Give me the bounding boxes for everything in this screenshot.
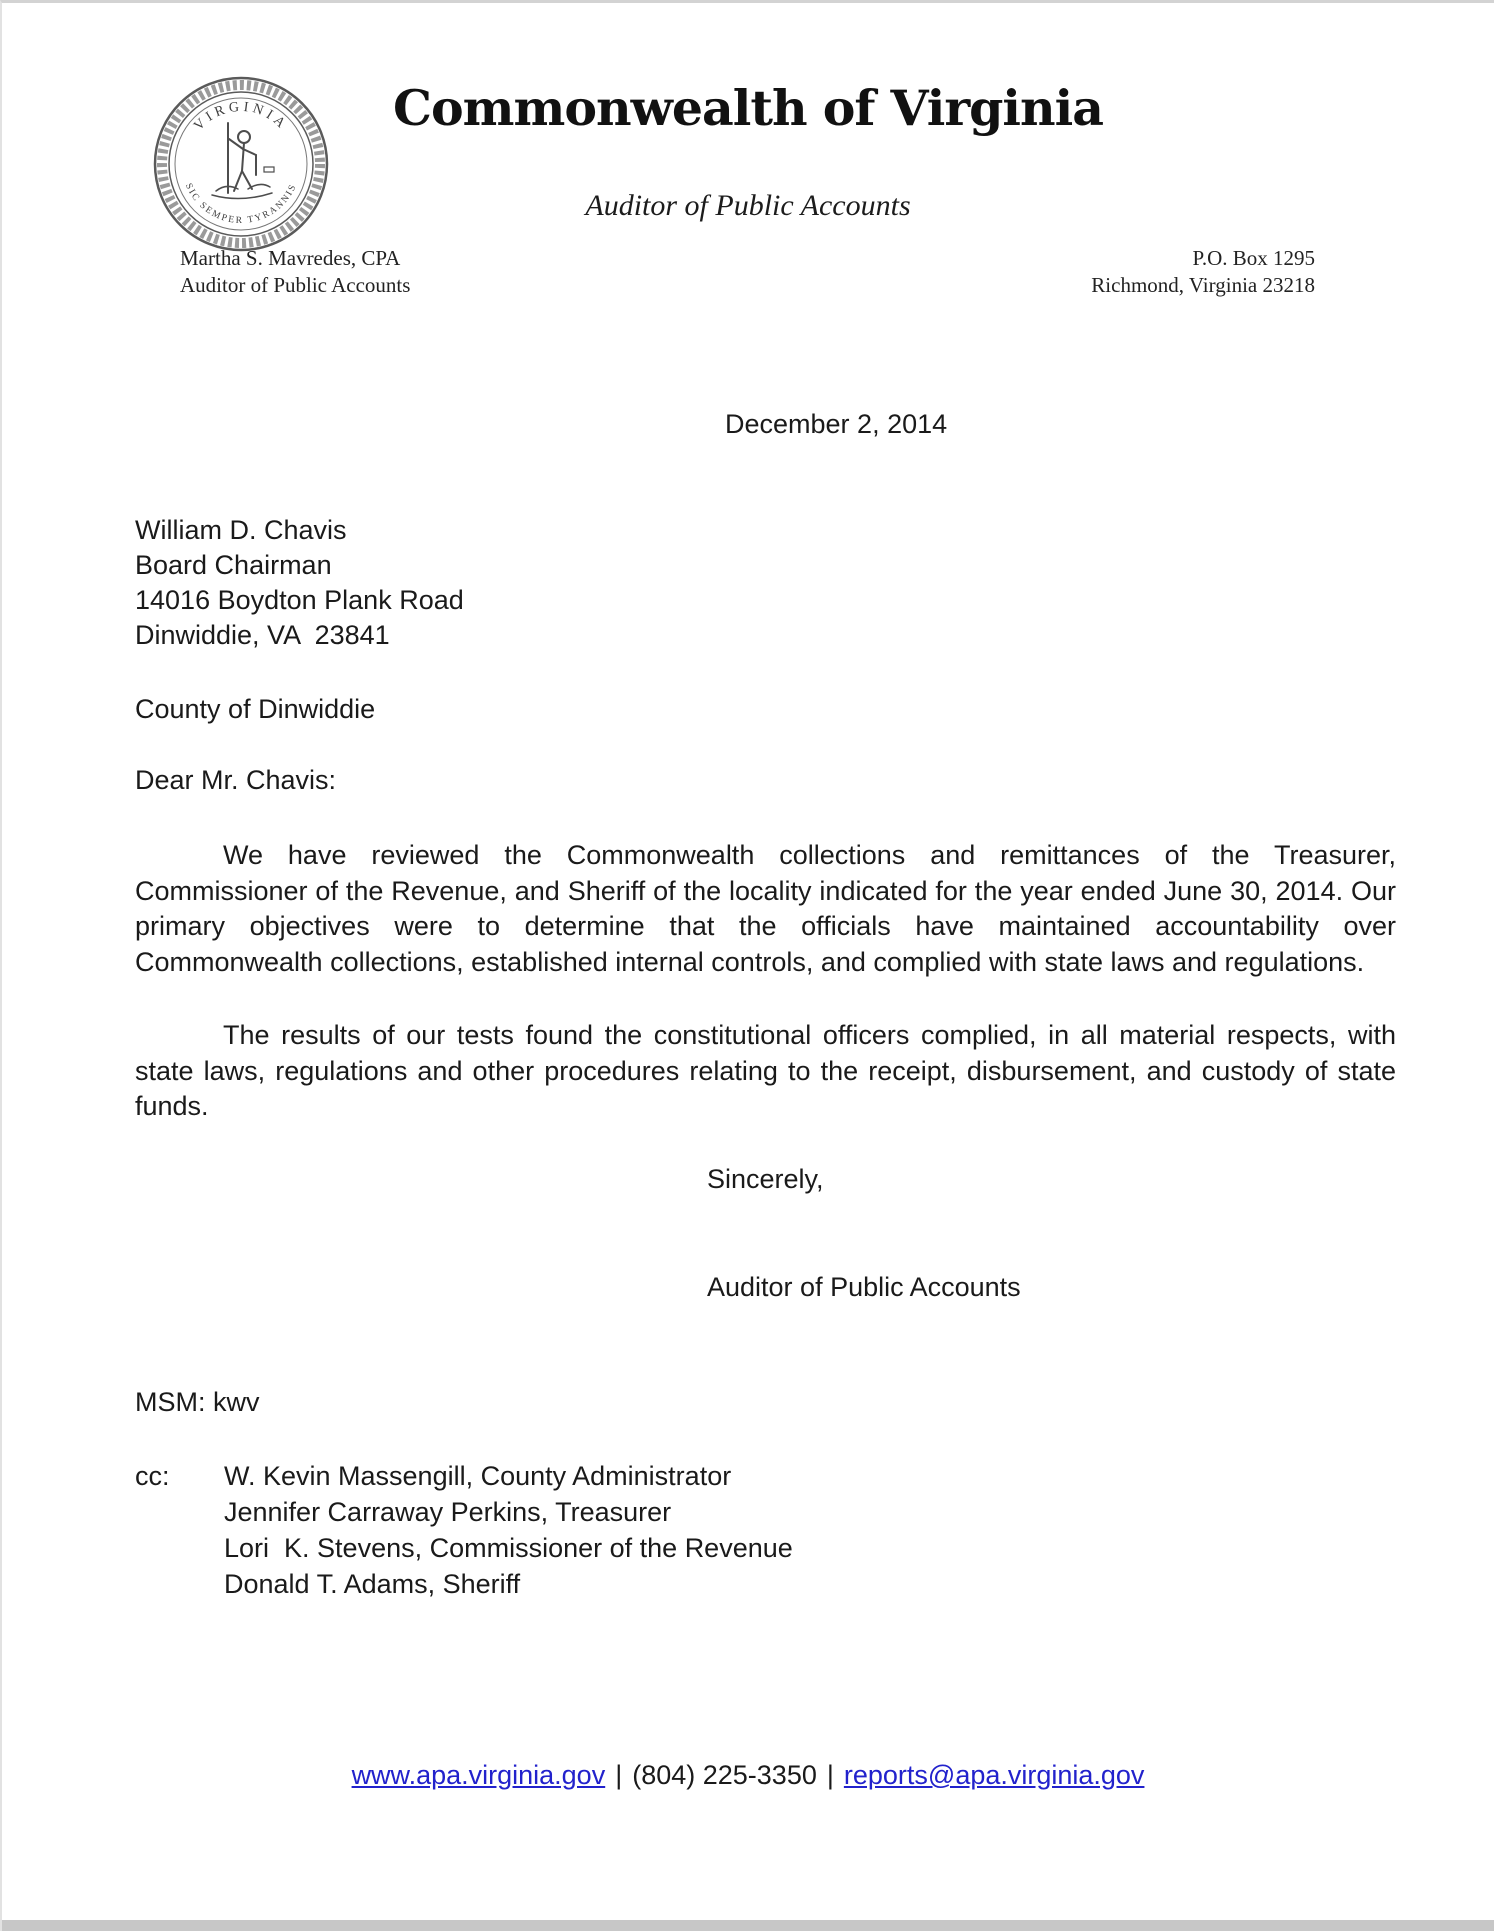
email-link[interactable]: reports@apa.virginia.gov bbox=[843, 1760, 1145, 1790]
city-state-zip: Richmond, Virginia 23218 bbox=[1091, 273, 1315, 297]
recipient-title: Board Chairman bbox=[135, 550, 332, 580]
reference-initials: MSM: kwv bbox=[135, 1387, 260, 1417]
signer-name: Martha S. Mavredes, CPA bbox=[180, 246, 401, 270]
svg-text:VIRGINIA: VIRGINIA bbox=[191, 99, 291, 134]
recipient-city-zip: Dinwiddie, VA 23841 bbox=[135, 620, 390, 650]
cc-entry: W. Kevin Massengill, County Administrator bbox=[224, 1461, 732, 1491]
org-title: Commonwealth of Virginia bbox=[393, 79, 1103, 137]
header-signer-block bbox=[180, 245, 410, 299]
page-bottom-edge bbox=[2, 1920, 1494, 1931]
body-paragraph-2: The results of our tests found the constitutional officers complied, in all material respects, with state laws, regulations and other procedures relating to the receipt, disbursement, and custody of state funds. bbox=[135, 1020, 1396, 1121]
cc-entry: Lori K. Stevens, Commissioner of the Revenue bbox=[224, 1533, 793, 1563]
header-address-block bbox=[1091, 245, 1315, 299]
recipient-name: William D. Chavis bbox=[135, 515, 347, 545]
po-box: P.O. Box 1295 bbox=[1192, 246, 1315, 270]
cc-block bbox=[135, 1458, 793, 1602]
phone-number: (804) 225-3350 bbox=[632, 1760, 817, 1790]
signer-title: Auditor of Public Accounts bbox=[180, 273, 411, 297]
cc-entry: Jennifer Carraway Perkins, Treasurer bbox=[224, 1497, 672, 1527]
footer-contact-line bbox=[2, 1760, 1494, 1791]
cc-label: cc: bbox=[135, 1461, 170, 1491]
closing-signer-title: Auditor of Public Accounts bbox=[707, 1272, 1021, 1302]
locality-line: County of Dinwiddie bbox=[135, 694, 376, 724]
footer-separator: | bbox=[615, 1760, 623, 1790]
body-paragraph-1: We have reviewed the Commonwealth collections and remittances of the Treasurer, Commissioner of the Revenue, and Sheriff of the locality indicated for the year ended June 30, 2014. Our primary objectives were to determine that the officials have maintained accountability over Commonwealth collections, established internal controls, and complied with state laws and regulations. bbox=[135, 840, 1396, 977]
website-link[interactable]: www.apa.virginia.gov bbox=[351, 1760, 606, 1790]
svg-text:SIC SEMPER TYRANNIS: SIC SEMPER TYRANNIS bbox=[182, 181, 300, 227]
letter-date: December 2, 2014 bbox=[725, 409, 948, 439]
cc-entry: Donald T. Adams, Sheriff bbox=[224, 1569, 521, 1599]
cc-entries bbox=[224, 1458, 793, 1602]
salutation: Dear Mr. Chavis: bbox=[135, 765, 337, 795]
recipient-address-block bbox=[135, 513, 464, 653]
footer-separator: | bbox=[826, 1760, 834, 1790]
org-subtitle: Auditor of Public Accounts bbox=[585, 189, 911, 222]
closing-sincerely: Sincerely, bbox=[707, 1164, 824, 1194]
recipient-street: 14016 Boydton Plank Road bbox=[135, 585, 464, 615]
